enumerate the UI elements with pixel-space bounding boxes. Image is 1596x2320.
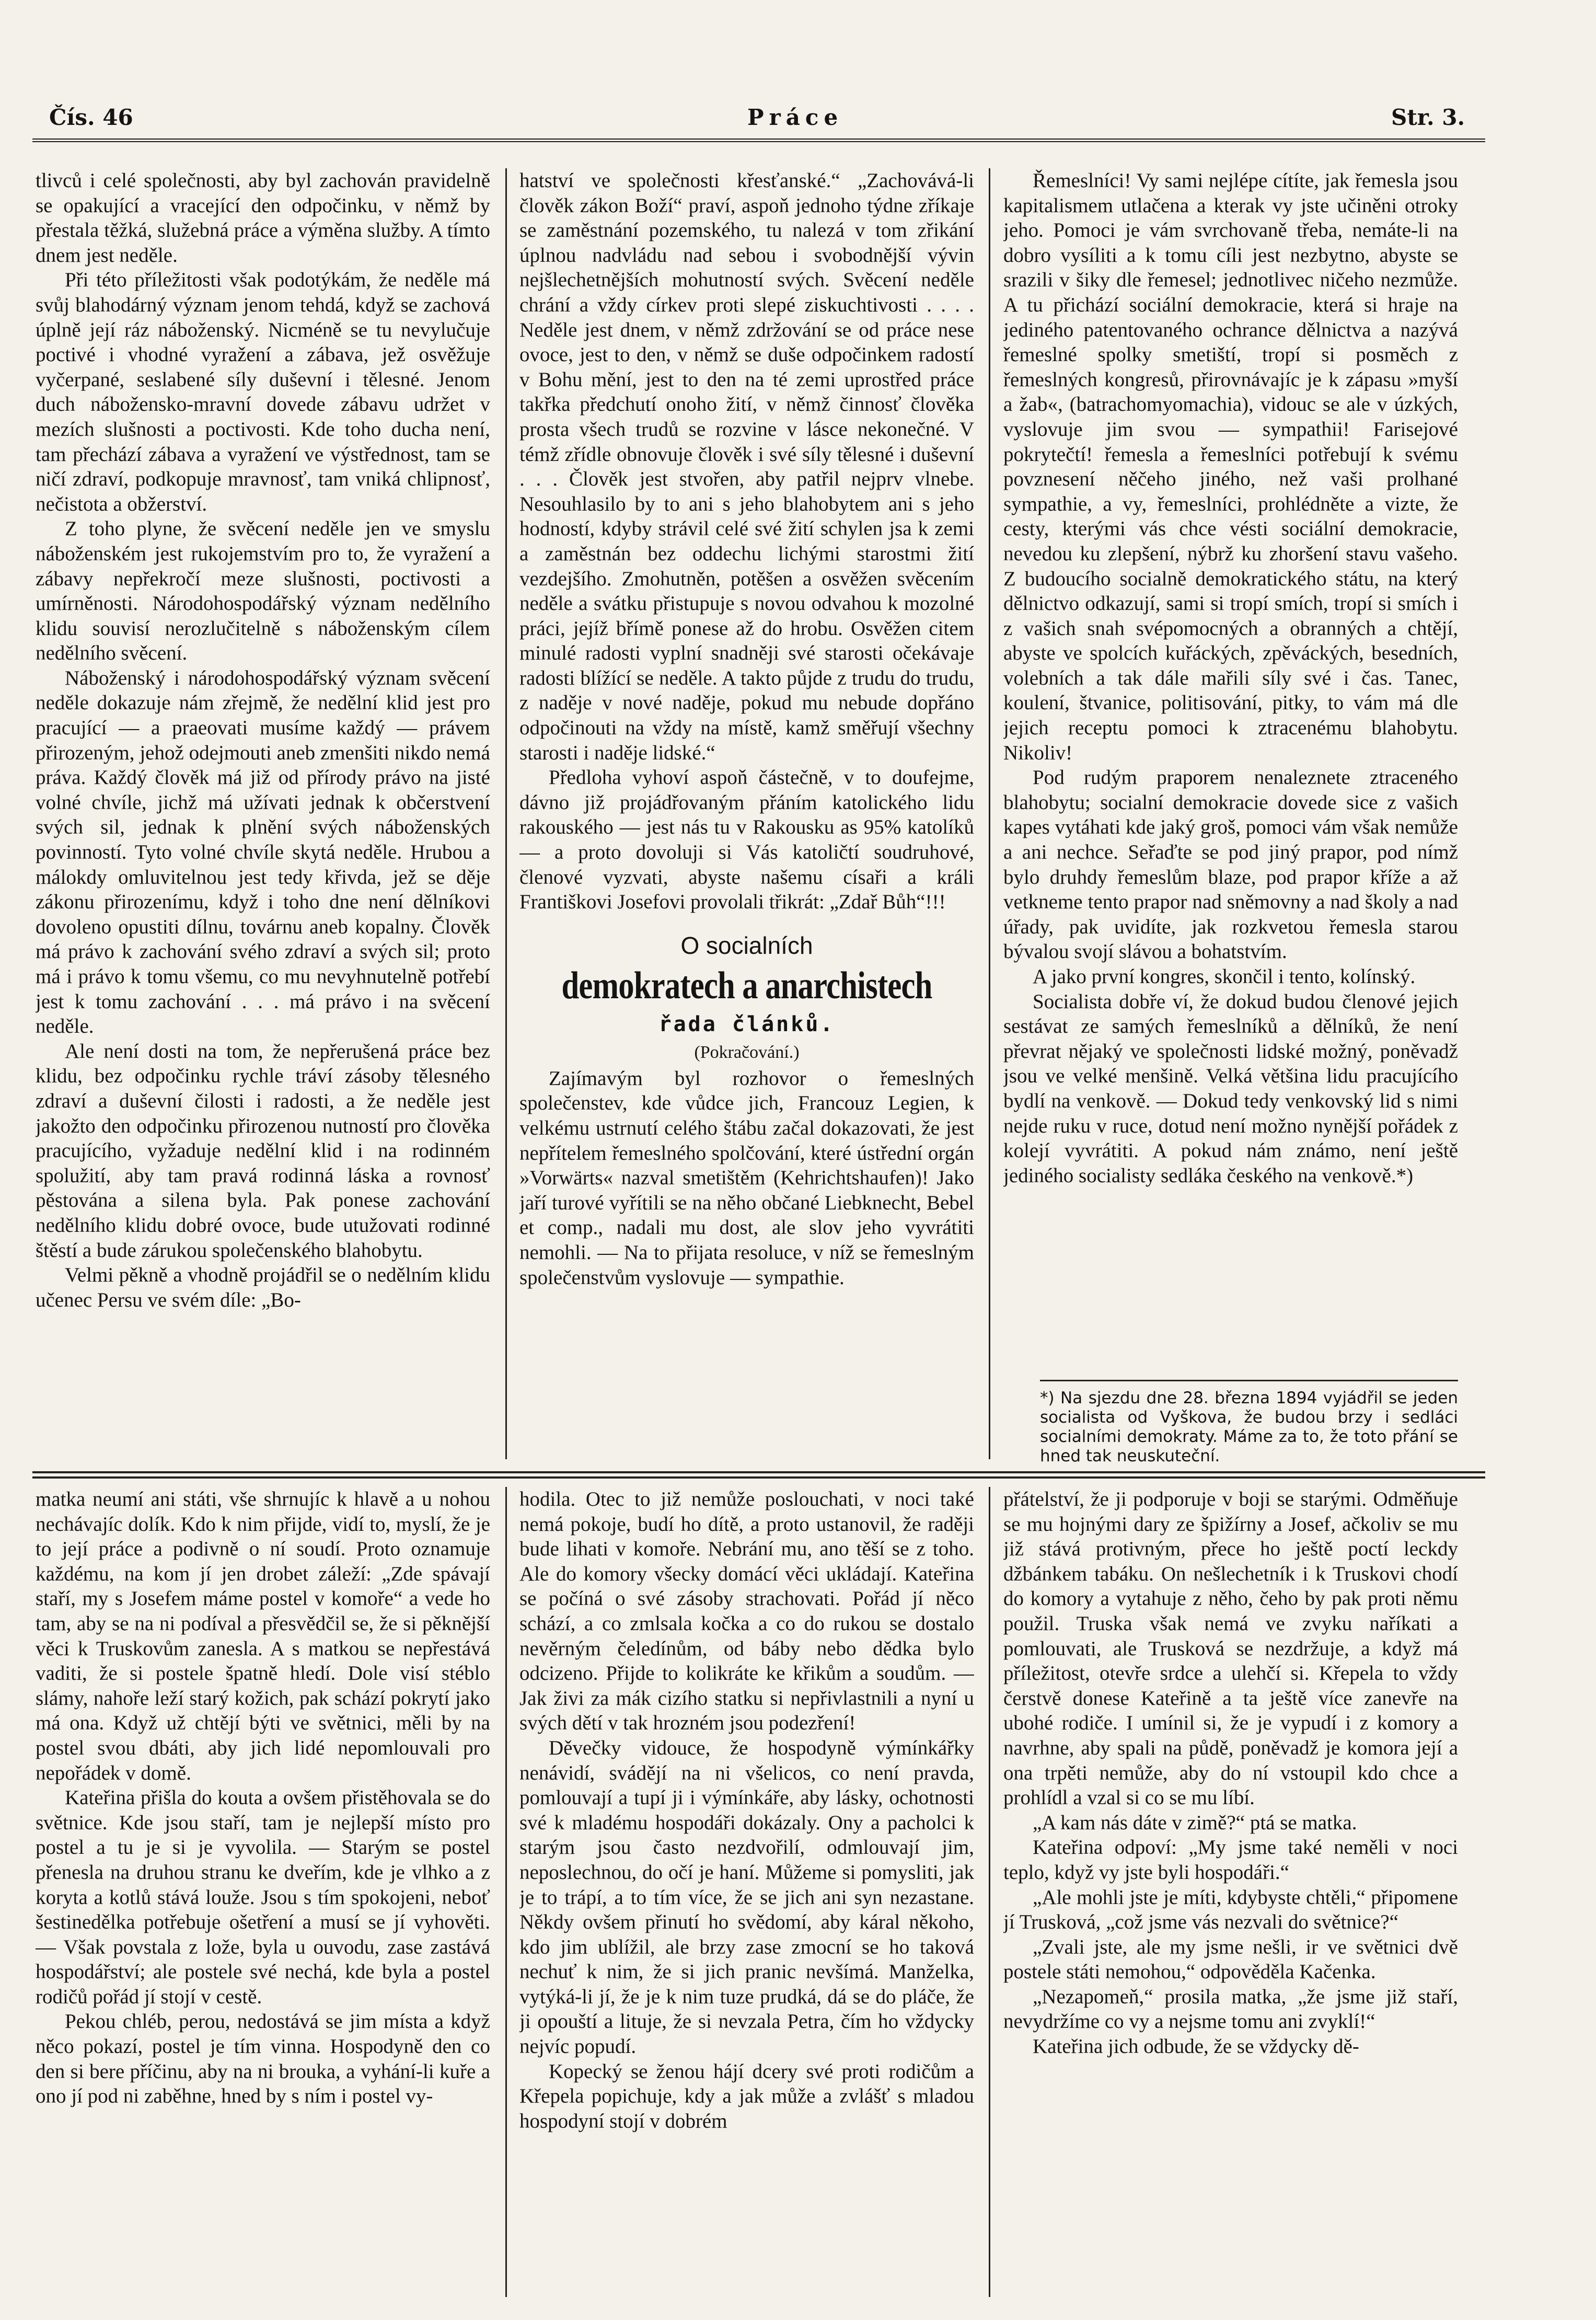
newspaper-title: Práce [747, 105, 843, 130]
paragraph: Velmi pěkně a vhodně projádřil se o nedělním klidu učenec Persu ve svém díle: „Bo- [36, 1264, 490, 1311]
paragraph: „Nezapomeň,“ prosila matka, „že jsme již staří, nevydržíme co vy a nejsme tomu ani zvyklí!“ [1003, 1985, 1458, 2033]
feuilleton-column-1 [36, 1487, 490, 2300]
header-rule [32, 138, 1485, 142]
paragraph: Kateřina přišla do kouta a ovšem přistěhovala se do světnice. Kde jsou staří, tam je nejlepší místo pro postel a tu je si je vyvolila. — Starým se postel přenesla na druhou stranu ke dveřím, kde je vlhko a z koryta a kotlů stává louže. Jsou s tím spokojeni, neboť šestinedělka potřebuje ošetření a musí se jí vyhověti. — Však povstala z lože, byla u ouvodu, zase zastává hospodářství; ale postele své nechá, kde byla a postel rodičů pořád jí stojí v cestě. [36, 1786, 490, 2008]
paragraph: přátelství, že ji podporuje v boji se starými. Odměňuje se mu hojnými dary ze špižírny a Josef, ačkoliv se mu již stává protivným, přece ho ještě poctí leckdy džbánkem tabáku. On nešlechetník i k Truskovi chodí do komory a vytahuje z něho, čeho by pak proti němu použil. Truska však nemá ve zvyku naříkati a pomlouvati, ale Trusková se nezdržuje, a když má příležitost, otevře srdce a ulehčí si. Křepela to vždy čerstvě donese Kateřině a ta ještě více zanevře na ubohé rodiče. I umínil si, že je vypudí i z komory a navrhne, aby spali na půdě, poněvadž je komora její a ona trpěti nemůže, aby do ní vstoupil kdo chce a prohlídl a vzal si co se mu líbí. [1003, 1488, 1458, 1809]
paragraph: Zajímavým byl rozhovor o řemeslných společenstev, kde vůdce jich, Francouz Legien, k velkému ustrnutí celého štábu začal dokazovati, že jest nepřítelem řemeslného spolčování, které ústřední orgán »Vorwärts« nazval smetištěm (Kehrichtshaufen)! Jako jaří turové vyřítili se na něho občané Liebknecht, Bebel et comp., nadali mu dost, ale slov jeho vyvrátiti nemohli. — Na to přijata resoluce, v níž se řemeslným společenstvům vyslovuje — sympathie. [519, 1067, 974, 1289]
paragraph: Předloha vyhoví aspoň částečně, v to doufejme, dávno již projádřovaným přáním katolického lidu rakouského — jest nás tu v Rakousku as 95% katolíků — a proto dovoluji si Vás katoličtí soudruhové, členové vyzvati, abyste našemu císaři a králi Františkovi Josefovi provolali třikrát: „Zdař Bůh“!!! [519, 766, 974, 914]
paragraph: hatství ve společnosti křesťanské.“ „Zachovává-li člověk zákon Boží“ praví, aspoň jednoho týdne zříkaje se zaměstnání pozemského, tu nalezá v tom zřikání úplnou nadvládu nad sebou i svobodnější vývin nejšlechetnějších mohutností svých. Svěcení neděle chrání a vždy církev proti slepé ziskuchtivosti . . . . Neděle jest dnem, v němž zdržování se od práce nese ovoce, jest to den, v němž se duše odpočinkem radostí v Bohu mění, jest to den na té zemi uprostřed práce takřka předchutí onoho žití, v němž činnosť člověka prosta všech trudů se rozvine v lásce nekonečné. V témž zřídle obnovuje člověk i své síly tělesné i duševní . . . Člověk jest stvořen, aby patřil nejprv vlnebe. Nesouhlasilo by to ani s jeho blahobytem ani s jeho hodností, kdyby strávil celé své žití schylen jsa k zemi a zaměstnán bez oddechu lichými starostmi žití vezdejšího. Zmohutněn, potěšen a osvěžen svěcením neděle a svátku přistupuje s novou odvahou k mozolné práci, jejíž břímě ponese až do hrobu. Osvěžen citem minulé radosti vyplní snadněji své starosti očekávaje radosti blížící se neděle. A takto půjde z trudu do trudu, z naděje v nové naděje, pokud mu nebude dopřáno odpočinouti na vždy na místě, kamž směřují všechny starosti i naděje lidské.“ [519, 169, 974, 764]
column-divider [989, 1487, 990, 2297]
article-column-2 [519, 168, 974, 1464]
feuilleton-separator [32, 1471, 1485, 1473]
paragraph: Z toho plyne, že svěcení neděle jen ve smyslu náboženském jest rukojemstvím pro to, že vyražení a zábavy nepřekročí meze slušnosti, poctivosti a umírněnosti. Národohospodářský význam nedělního klidu souvisí nerozlučitelně s náboženským cílem nedělního svěcení. [36, 517, 490, 665]
feuilleton-separator [32, 1476, 1485, 1479]
paragraph: „Zvali jste, ale my jsme nešli, ir ve světnici dvě postele státi nemohou,“ odpověděla Kačenka. [1003, 1935, 1458, 1983]
section-subtitle: řada článků. [658, 1012, 835, 1036]
paragraph: Kateřina odpoví: „My jsme také neměli v noci teplo, když vy jste byli hospodáři.“ [1003, 1836, 1458, 1884]
paragraph: Kopecký se ženou hájí dcery své proti rodičům a Křepela popichuje, kdy a jak může a zvlášť s mladou hospodyní stojí v dobrém [519, 2060, 974, 2132]
footnote: *) Na sjezdu dne 28. března 1894 vyjádřil se jeden socialista od Vyškova, že budou brzy i sedláci socialními demokraty. Máme za to, že toto přání se hned tak neuskuteční. [1040, 1380, 1458, 1466]
paragraph: Při této příležitosti však podotýkám, že neděle má svůj blahodárný význam jenom tehdá, když se zachová úplně její ráz náboženský. Nicméně se tu nevylučuje poctivé i vhodné vyražení a zábava, jež osvěžuje vyčerpané, seslabené síly duševní i tělesné. Jenom duch nábožensko-mravní dovede zábavu udržet v mezích slušnosti a poctivosti. Kde toho ducha není, tam přechází zábava a vyražení ve výstřednost, tam se ničí zdraví, podkopuje mravnosť, tam vniká chlipnosť, nečistota a obžerství. [36, 269, 490, 515]
paragraph: Řemeslníci! Vy sami nejlépe cítíte, jak řemesla jsou kapitalismem utlačena a kterak vy jste učiněni otroky jeho. Pomoci je vám svrchovaně třeba, nemáte-li na dobro vysíliti a k tomu cíli jest nezbytno, abyste se srazili v šiky dle řemesel; jednotlivec ničeho nezmůže. A tu přichází sociální demokracie, která si hraje na jediného patentovaného ochrance dělnictva a nazývá řemeslné spolky smetiští, tropí si posměch z řemeslných kongresů, přirovnávajíc je k zápasu »myší a žab«, (batrachomyomachia), vidouc se ale v úzkých, vyslovuje jim svou — sympathii! Farisejové pokrytečtí! řemesla a řemeslníci potřebují k svému povznesení něčeho jiného, než vaši prolhané sympathie, a vy, řemeslníci, prohlédněte a vizte, že cesty, kterými vás chce vésti sociální demokracie, nevedou ku zlepšení, nýbrž ku zhoršení stavu vašeho. Z budoucího socialně demokratického státu, na který dělnictvo odkazují, sami si tropí smích, tropí si smích i z vašich snah svépomocných a obranných a chtějí, abyste ve spolcích kuřáckých, zpěváckých, besedních, volebních a tak dále mařili síly své i čas. Tanec, koulení, štvanice, politisování, pitky, to vám má dle jejich receptu pomoci k ztracenému blahobytu. Nikoliv! [1003, 169, 1458, 764]
paragraph: matka neumí ani státi, vše shrnujíc k hlavě a u nohou nechávajíc dolík. Kdo k nim přijde, vidí to, myslí, že je to její práce a podivně o ní soudí. Proto oznamuje každému, na kom jí jen drobet záleží: „Zde spávají staří, my s Josefem máme postel v komoře“ a vede ho tam, aby se na ni podíval a přesvědčil se, že si pěknější věci k Truskovům zanesla. A s matkou se nepřestává vaditi, že si postele špatně hledí. Dole visí stéblo slámy, nahoře leží starý kožich, pak schází pokrytí jako má ona. Když už chtějí býti ve světnici, měli by na postel svou dbáti, aby jich lidé nepomlouvali pro nepořádek v domě. [36, 1488, 490, 1784]
page-header [32, 105, 1485, 137]
section-title: demokratech a anarchistech [561, 964, 932, 1007]
paragraph: hodila. Otec to již nemůže poslouchati, v noci také nemá pokoje, budí ho dítě, a proto ustanovil, že raději bude lihati v komoře. Nebrání mu, ano těší se z toho. Ale do komory všecky domácí věci ukládají. Kateřina se počíná o své zásoby strachovati. Pořád jí něco schází, a co zmlsala kočka a co do rukou se dostalo nevěrným čeledínům, od báby nebo dědka bylo odcizeno. Přijde to kolikráte ke křikům a soudům. — Jak živi za mák cizího statku si nepřivlastnili a nyní u svých dětí v tak hrozném jsou podezření! [519, 1488, 974, 1735]
continuation-note: (Pokračování.) [694, 1042, 800, 1062]
column-divider [505, 1487, 507, 2297]
article-column-1 [36, 168, 490, 1464]
feuilleton-column-3 [1003, 1487, 1458, 2300]
paragraph: Pekou chléb, perou, nedostává se jim místa a když něco pokazí, postel je tím vinna. Hospodyně den co den si bere příčinu, aby na ni brouka, a vyhání-li kuře a ono jí pod ni zaběhne, hned by s ním i postel vy- [36, 2010, 490, 2108]
paragraph: Náboženský i národohospodářský význam svěcení neděle dokazuje nám zřejmě, že nedělní klid jest pro pracující — a praeovati musíme každý — právem přirozeným, jehož odejmouti aneb zmenšiti nikdo nemá práva. Každý člověk má již od přírody právo na jisté volné chvíle, jichž má užívati jednak k občerstvení svých sil, jednak k plnění svých náboženských povinností. Tyto volné chvíle skytá neděle. Hrubou a málokdy omluvitelnou jest tedy křivda, jež se děje zákonu přirozenímu, když i toho dne není dělníkovi dovoleno opustiti dílnu, továrnu aneb kopalny. Člověk má právo k zachování svého zdraví a svých sil; proto má i právo k tomu všemu, co mu nevyhnutelně potřebí jest k tomu zachování . . . má právo i na svěcení neděle. [36, 666, 490, 1038]
column-divider [505, 168, 507, 1459]
page-number: Str. 3. [1391, 105, 1465, 130]
paragraph: A jako první kongres, skončil i tento, kolínský. [1033, 965, 1416, 988]
paragraph: tlivců i celé společnosti, aby byl zachován pravidelně se opakující a vracející den odpočinku, v němž by přestala těžká, služebná práce a výměna služby. A tímto dnem jest neděle. [36, 169, 490, 267]
paragraph: Socialista dobře ví, že dokud budou členové jejich sestávat ze samých řemeslníků a dělníků, že není převrat nějaký ve společnosti lidské možný, poněvadž jsou ve velké menšině. Velká většina lidu pracujícího bydlí na venkově. — Dokud tedy venkovský lid s nimi nejde ruku v ruce, dotud není možno nynější pořádek z kolejí vyvrátiti. A pokud nám známo, není ještě jediného socialisty sedláka českého na venkově.*) [1003, 990, 1458, 1187]
column-divider [989, 168, 990, 1459]
paragraph: Děvečky vidouce, že hospodyně výmínkářky nenávidí, svádějí na ni všelicos, co není pravda, pomlouvají a tupí ji i výmínkáře, aby lásky, ochotnosti své k mladému hospodáři dokázaly. Ony a pacholci k starým jsou často nezdvořilí, odmlouvají jim, neposlechnou, do očí je haní. Můžeme si pomysliti, jak je to trápí, a to tím více, že se jich ani syn nezastane. Někdy ovšem přinutí ho svědomí, aby káral někoho, kdo jim ublížil, ale brzy zase zmocní se ho taková nechuť k nim, že si jich pranic nevšímá. Manželka, vytýká-li jí, že je k nim tuze prudká, dá se do pláče, že ji opouští a lituje, že si nevzala Petra, čím ho vždycky nejvíc popudí. [519, 1736, 974, 2058]
paragraph: „Ale mohli jste je míti, kdybyste chtěli,“ připomene jí Trusková, „což jsme vás nezvali do světnice?“ [1003, 1886, 1458, 1934]
paragraph: Ale není dosti na tom, že nepřerušená práce bez klidu, bez odpočinku rychle tráví zásoby tělesného zdraví a duševní čilosti i radosti, a že neděle jest jakožto den odpočinku přirozenou nutností pro člověka pracujícího, vyžaduje nedělní klid i na rodinném spolužití, aby tam pravá rodinná láska a rovnosť pěstována a silena byla. Pak ponese zachování nedělního klidu dobré ovoce, bude utužovati rodinné štěstí a bude zárukou společenského blahobytu. [36, 1040, 490, 1262]
feuilleton-column-2 [519, 1487, 974, 2300]
article-column-3 [1003, 168, 1458, 1381]
paragraph: „A kam nás dáte v zimě?“ ptá se matka. [1033, 1811, 1357, 1834]
section-title-small: O socialních [680, 931, 813, 959]
issue-number: Čís. 46 [49, 105, 133, 130]
paragraph: Kateřina jich odbude, že se vždycky dě- [1033, 2035, 1359, 2058]
paragraph: Pod rudým praporem nenaleznete ztraceného blahobytu; socialní demokracie dovede sice z vašich kapes vytáhati kde jaký groš, pomoci vám však nemůže a ani nechce. Seřaďte se pod jiný prapor, pod nímž bylo druhdy řemeslům blaze, pod prapor kříže a až vetkneme tento prapor nad sněmovny a nad školy a nad úřady, pak uvidíte, jak rozkvetou řemesla starou bývalou svojí slávou a bohatstvím. [1003, 766, 1458, 963]
